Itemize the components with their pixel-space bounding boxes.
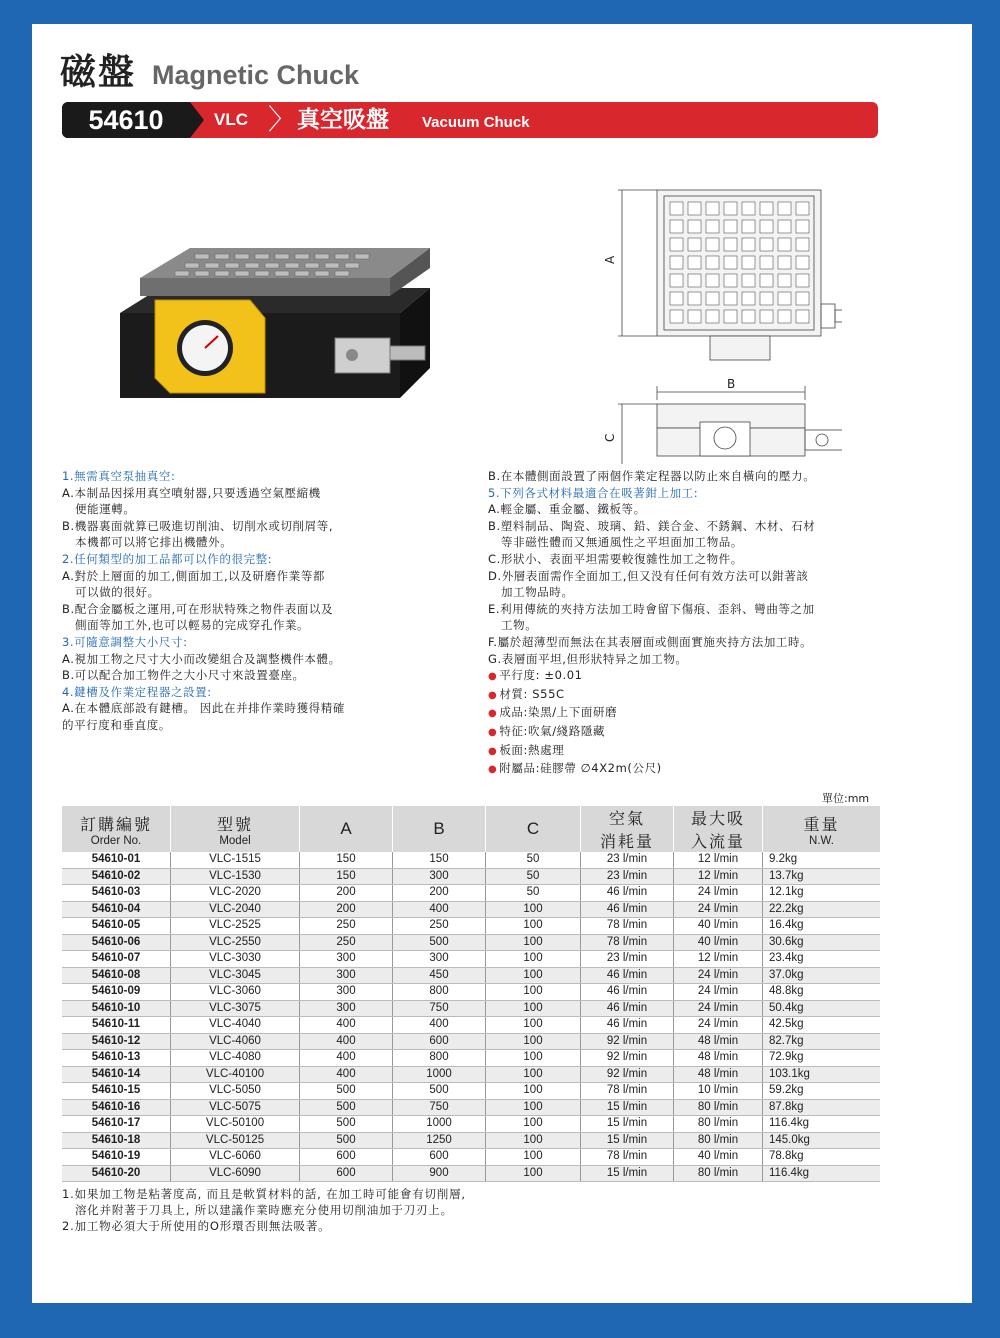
cell-max-flow: 24 l/min xyxy=(674,885,763,902)
cell-dim-b: 500 xyxy=(393,1083,486,1100)
text-line: B.塑料制品、陶瓷、玻璃、鉛、鎂合金、不銹鋼、木材、石材 xyxy=(488,518,816,533)
cell-dim-a: 200 xyxy=(300,901,393,918)
cell-air-consumption: 78 l/min xyxy=(581,918,674,935)
cell-dim-c: 100 xyxy=(486,1149,581,1166)
cell-model: VLC-50125 xyxy=(171,1132,300,1149)
cell-dim-a: 300 xyxy=(300,1000,393,1017)
text-line: 便能運轉。 xyxy=(75,502,136,517)
cell-weight: 116.4kg xyxy=(763,1165,881,1182)
cell-weight: 13.7kg xyxy=(763,868,881,885)
cell-max-flow: 80 l/min xyxy=(674,1132,763,1149)
cell-weight: 82.7kg xyxy=(763,1033,881,1050)
cell-dim-c: 100 xyxy=(486,1132,581,1149)
cell-dim-b: 300 xyxy=(393,951,486,968)
cell-model: VLC-40100 xyxy=(171,1066,300,1083)
table-row xyxy=(62,1116,880,1133)
product-code: 54610 xyxy=(62,102,190,138)
cell-dim-b: 900 xyxy=(393,1165,486,1182)
text-line: 加工物品時。 xyxy=(501,585,574,600)
cell-weight: 12.1kg xyxy=(763,885,881,902)
cell-air-consumption: 15 l/min xyxy=(581,1132,674,1149)
cell-dim-b: 200 xyxy=(393,885,486,902)
cell-dim-c: 100 xyxy=(486,967,581,984)
cell-dim-a: 500 xyxy=(300,1083,393,1100)
header-a: A xyxy=(300,806,393,852)
cell-dim-a: 400 xyxy=(300,1033,393,1050)
table-row xyxy=(62,934,880,951)
text-line: E.利用傳統的夾持方法加工時會留下傷痕、歪斜、彎曲等之加 xyxy=(488,601,815,616)
cell-model: VLC-4060 xyxy=(171,1033,300,1050)
table-row xyxy=(62,984,880,1001)
cell-order-no: 54610-04 xyxy=(62,901,171,918)
cell-order-no: 54610-20 xyxy=(62,1165,171,1182)
cell-dim-a: 400 xyxy=(300,1050,393,1067)
cell-weight: 22.2kg xyxy=(763,901,881,918)
cell-air-consumption: 46 l/min xyxy=(581,885,674,902)
cell-weight: 103.1kg xyxy=(763,1066,881,1083)
series-label: VLC xyxy=(214,110,248,129)
section-heading: 1.無需真空泵抽真空: xyxy=(62,469,176,483)
header-order-no: 訂購編號 Order No. xyxy=(62,806,171,852)
cell-max-flow: 24 l/min xyxy=(674,901,763,918)
cell-order-no: 54610-13 xyxy=(62,1050,171,1067)
cell-dim-a: 600 xyxy=(300,1165,393,1182)
cell-dim-a: 200 xyxy=(300,885,393,902)
cell-air-consumption: 46 l/min xyxy=(581,1017,674,1034)
table-row xyxy=(62,1149,880,1166)
cell-order-no: 54610-15 xyxy=(62,1083,171,1100)
cell-air-consumption: 15 l/min xyxy=(581,1165,674,1182)
cell-max-flow: 24 l/min xyxy=(674,1000,763,1017)
cell-dim-a: 150 xyxy=(300,852,393,868)
cell-max-flow: 12 l/min xyxy=(674,868,763,885)
cell-dim-c: 100 xyxy=(486,1116,581,1133)
cell-model: VLC-6060 xyxy=(171,1149,300,1166)
cell-model: VLC-4040 xyxy=(171,1017,300,1034)
cell-dim-a: 150 xyxy=(300,868,393,885)
dimension-label-b: B xyxy=(727,377,736,391)
table-row xyxy=(62,1099,880,1116)
text-line: 本機都可以將它排出機體外。 xyxy=(75,535,233,550)
cell-model: VLC-3045 xyxy=(171,967,300,984)
cell-max-flow: 80 l/min xyxy=(674,1165,763,1182)
table-row xyxy=(62,1132,880,1149)
cell-order-no: 54610-06 xyxy=(62,934,171,951)
cell-dim-c: 100 xyxy=(486,934,581,951)
cell-order-no: 54610-02 xyxy=(62,868,171,885)
text-line: 溶化并附著于刀具上, 所以建議作業時應充分使用切削油加于刀刃上。 xyxy=(75,1203,453,1217)
cell-dim-a: 500 xyxy=(300,1132,393,1149)
text-line: B.在本體側面設置了兩個作業定程器以防止來自橫向的壓力。 xyxy=(488,469,816,483)
cell-dim-b: 1000 xyxy=(393,1066,486,1083)
cell-model: VLC-3030 xyxy=(171,951,300,968)
dimension-label-c: C xyxy=(603,433,617,442)
cell-dim-b: 150 xyxy=(393,852,486,868)
cell-dim-b: 400 xyxy=(393,1017,486,1034)
cell-dim-b: 1000 xyxy=(393,1116,486,1133)
cell-dim-a: 500 xyxy=(300,1099,393,1116)
cell-dim-a: 300 xyxy=(300,951,393,968)
cell-max-flow: 12 l/min xyxy=(674,951,763,968)
cell-model: VLC-3060 xyxy=(171,984,300,1001)
cell-dim-c: 100 xyxy=(486,901,581,918)
table-row xyxy=(62,1050,880,1067)
spec-bullet: ● 材質: S55C xyxy=(488,686,888,705)
header-max-flow: 最大吸 入流量 xyxy=(674,806,763,852)
section-heading: 4.鍵槽及作業定程器之設置: xyxy=(62,684,212,699)
cell-max-flow: 40 l/min xyxy=(674,934,763,951)
cell-model: VLC-1530 xyxy=(171,868,300,885)
cell-order-no: 54610-17 xyxy=(62,1116,171,1133)
features-left-column xyxy=(62,468,442,734)
cell-order-no: 54610-01 xyxy=(62,852,171,868)
title-english: Magnetic Chuck xyxy=(152,60,360,90)
chevron-right-icon: 〉 xyxy=(268,103,297,136)
cell-dim-b: 750 xyxy=(393,1099,486,1116)
footnotes xyxy=(62,1186,466,1234)
cell-weight: 72.9kg xyxy=(763,1050,881,1067)
cell-order-no: 54610-11 xyxy=(62,1017,171,1034)
cell-dim-b: 800 xyxy=(393,984,486,1001)
cell-order-no: 54610-19 xyxy=(62,1149,171,1166)
table-row xyxy=(62,1017,880,1034)
cell-dim-c: 100 xyxy=(486,951,581,968)
table-row xyxy=(62,967,880,984)
cell-air-consumption: 23 l/min xyxy=(581,951,674,968)
table-row xyxy=(62,1066,880,1083)
cell-weight: 78.8kg xyxy=(763,1149,881,1166)
product-photo xyxy=(100,218,430,414)
cell-order-no: 54610-14 xyxy=(62,1066,171,1083)
cell-weight: 9.2kg xyxy=(763,852,881,868)
cell-max-flow: 10 l/min xyxy=(674,1083,763,1100)
cell-max-flow: 48 l/min xyxy=(674,1050,763,1067)
cell-weight: 48.8kg xyxy=(763,984,881,1001)
features-right-column xyxy=(488,468,888,779)
cell-air-consumption: 92 l/min xyxy=(581,1050,674,1067)
text-line: 可以做的很好。 xyxy=(75,585,160,600)
cell-air-consumption: 46 l/min xyxy=(581,1000,674,1017)
specification-table xyxy=(62,806,880,1182)
cell-weight: 59.2kg xyxy=(763,1083,881,1100)
cell-model: VLC-6090 xyxy=(171,1165,300,1182)
cell-air-consumption: 15 l/min xyxy=(581,1099,674,1116)
cell-dim-c: 100 xyxy=(486,918,581,935)
cell-model: VLC-1515 xyxy=(171,852,300,868)
cell-order-no: 54610-10 xyxy=(62,1000,171,1017)
dimension-drawing xyxy=(572,164,842,464)
text-line: 側面等加工外,也可以輕易的完成穿孔作業。 xyxy=(75,618,310,633)
cell-max-flow: 12 l/min xyxy=(674,852,763,868)
cell-max-flow: 40 l/min xyxy=(674,918,763,935)
text-line: F.屬於超薄型而無法在其表層面或側面實施夾持方法加工時。 xyxy=(488,634,813,649)
cell-dim-b: 500 xyxy=(393,934,486,951)
cell-model: VLC-2040 xyxy=(171,901,300,918)
cell-dim-a: 250 xyxy=(300,918,393,935)
cell-air-consumption: 46 l/min xyxy=(581,984,674,1001)
cell-weight: 116.4kg xyxy=(763,1116,881,1133)
cell-weight: 37.0kg xyxy=(763,967,881,984)
product-name-english: Vacuum Chuck xyxy=(422,114,530,131)
cell-dim-c: 100 xyxy=(486,1050,581,1067)
spec-bullet: ● 平行度: ±0.01 xyxy=(488,667,888,686)
code-arrow xyxy=(190,102,204,138)
text-line: A.在本體底部設有鍵槽。 因此在并排作業時獲得精確 xyxy=(62,701,345,716)
cell-weight: 23.4kg xyxy=(763,951,881,968)
cell-max-flow: 80 l/min xyxy=(674,1099,763,1116)
text-line: 1.如果加工物是粘著度高, 而且是軟質材料的話, 在加工時可能會有切削層, xyxy=(62,1187,466,1201)
spec-bullet: ● 成品:染黑/上下面研磨 xyxy=(488,704,888,723)
cell-dim-c: 100 xyxy=(486,1066,581,1083)
cell-air-consumption: 78 l/min xyxy=(581,934,674,951)
cell-dim-b: 300 xyxy=(393,868,486,885)
cell-air-consumption: 78 l/min xyxy=(581,1083,674,1100)
text-line: 2.加工物必須大于所使用的O形環否則無法吸著。 xyxy=(62,1219,331,1233)
cell-model: VLC-2020 xyxy=(171,885,300,902)
cell-model: VLC-5075 xyxy=(171,1099,300,1116)
cell-model: VLC-2525 xyxy=(171,918,300,935)
text-line: D.外層表面需作全面加工,但又没有任何有效方法可以鉗著該 xyxy=(488,568,809,583)
cell-dim-a: 400 xyxy=(300,1066,393,1083)
table-row xyxy=(62,868,880,885)
cell-dim-b: 250 xyxy=(393,918,486,935)
text-line: A.輕金屬、重金屬、鐵板等。 xyxy=(488,502,646,517)
cell-model: VLC-50100 xyxy=(171,1116,300,1133)
cell-dim-b: 750 xyxy=(393,1000,486,1017)
text-line: B.可以配合加工物件之大小尺寸來設置臺座。 xyxy=(62,668,305,683)
cell-order-no: 54610-09 xyxy=(62,984,171,1001)
cell-air-consumption: 92 l/min xyxy=(581,1066,674,1083)
table-row xyxy=(62,951,880,968)
cell-order-no: 54610-03 xyxy=(62,885,171,902)
cell-dim-c: 100 xyxy=(486,1165,581,1182)
header-air-consumption: 空氣 消耗量 xyxy=(581,806,674,852)
cell-air-consumption: 23 l/min xyxy=(581,868,674,885)
cell-dim-b: 400 xyxy=(393,901,486,918)
title-chinese: 磁盤 xyxy=(60,52,137,93)
cell-dim-c: 100 xyxy=(486,1033,581,1050)
cell-air-consumption: 15 l/min xyxy=(581,1116,674,1133)
cell-model: VLC-3075 xyxy=(171,1000,300,1017)
header-b: B xyxy=(393,806,486,852)
cell-weight: 16.4kg xyxy=(763,918,881,935)
cell-max-flow: 24 l/min xyxy=(674,1017,763,1034)
cell-max-flow: 24 l/min xyxy=(674,984,763,1001)
text-line: 工物。 xyxy=(501,618,538,633)
section-heading: 3.可隨意調整大小尺寸: xyxy=(62,634,188,649)
cell-air-consumption: 78 l/min xyxy=(581,1149,674,1166)
table-row xyxy=(62,1000,880,1017)
table-header-row xyxy=(62,806,880,852)
cell-model: VLC-2550 xyxy=(171,934,300,951)
cell-model: VLC-5050 xyxy=(171,1083,300,1100)
text-line: 等非磁性體而又無通風性之平坦面加工物品。 xyxy=(501,535,743,550)
cell-weight: 30.6kg xyxy=(763,934,881,951)
text-line: A.本制品因採用真空噴射器,只要透過空氣壓縮機 xyxy=(62,485,321,500)
cell-air-consumption: 46 l/min xyxy=(581,967,674,984)
cell-weight: 145.0kg xyxy=(763,1132,881,1149)
cell-dim-b: 450 xyxy=(393,967,486,984)
section-heading: 2.任何類型的加工品都可以作的很完整: xyxy=(62,551,273,566)
cell-order-no: 54610-05 xyxy=(62,918,171,935)
header-c: C xyxy=(486,806,581,852)
cell-model: VLC-4080 xyxy=(171,1050,300,1067)
cell-dim-a: 600 xyxy=(300,1149,393,1166)
text-line: C.形狀小、表面平坦需要較復雜性加工之物件。 xyxy=(488,551,743,566)
cell-dim-c: 50 xyxy=(486,852,581,868)
cell-dim-c: 100 xyxy=(486,1000,581,1017)
unit-label: 單位:mm xyxy=(822,792,870,805)
cell-dim-b: 600 xyxy=(393,1149,486,1166)
cell-dim-c: 100 xyxy=(486,1099,581,1116)
cell-order-no: 54610-08 xyxy=(62,967,171,984)
cell-order-no: 54610-16 xyxy=(62,1099,171,1116)
cell-air-consumption: 46 l/min xyxy=(581,901,674,918)
cell-weight: 42.5kg xyxy=(763,1017,881,1034)
spec-bullet: ● 板面:熱處理 xyxy=(488,742,888,761)
cell-max-flow: 48 l/min xyxy=(674,1033,763,1050)
cell-max-flow: 80 l/min xyxy=(674,1116,763,1133)
text-line: 的平行度和垂直度。 xyxy=(62,717,171,732)
cell-max-flow: 24 l/min xyxy=(674,967,763,984)
cell-dim-c: 100 xyxy=(486,1017,581,1034)
text-line: A.對於上層面的加工,側面加工,以及研磨作業等都 xyxy=(62,568,326,583)
table-row xyxy=(62,918,880,935)
product-name-chinese: 真空吸盤 xyxy=(297,107,389,133)
cell-dim-b: 1250 xyxy=(393,1132,486,1149)
spec-bullet: ● 附屬品:硅膠帶 ∅4X2m(公尺) xyxy=(488,760,888,779)
cell-max-flow: 48 l/min xyxy=(674,1066,763,1083)
cell-dim-b: 800 xyxy=(393,1050,486,1067)
cell-dim-c: 100 xyxy=(486,1083,581,1100)
text-line: B.配合金屬板之運用,可在形狀特殊之物件表面以及 xyxy=(62,601,334,616)
cell-dim-c: 100 xyxy=(486,984,581,1001)
cell-dim-b: 600 xyxy=(393,1033,486,1050)
section-heading: 5.下列各式材料最適合在吸著鉗上加工: xyxy=(488,485,699,500)
cell-dim-a: 300 xyxy=(300,967,393,984)
cell-dim-a: 300 xyxy=(300,984,393,1001)
dimension-label-a: A xyxy=(603,255,617,264)
table-row xyxy=(62,901,880,918)
cell-order-no: 54610-18 xyxy=(62,1132,171,1149)
spec-bullet: ● 特征:吹氣/綫路隱藏 xyxy=(488,723,888,742)
cell-max-flow: 40 l/min xyxy=(674,1149,763,1166)
cell-order-no: 54610-07 xyxy=(62,951,171,968)
product-banner xyxy=(62,102,878,138)
text-line: B.機器裏面就算已吸進切削油、切削水或切削屑等, xyxy=(62,518,334,533)
page-title xyxy=(60,44,359,94)
cell-dim-c: 50 xyxy=(486,885,581,902)
cell-order-no: 54610-12 xyxy=(62,1033,171,1050)
text-line: G.表層面平坦,但形狀特异之加工物。 xyxy=(488,651,688,666)
table-row xyxy=(62,1033,880,1050)
cell-dim-a: 500 xyxy=(300,1116,393,1133)
header-weight: 重量 N.W. xyxy=(763,806,881,852)
cell-dim-c: 50 xyxy=(486,868,581,885)
cell-dim-a: 400 xyxy=(300,1017,393,1034)
table-row xyxy=(62,885,880,902)
header-model: 型號 Model xyxy=(171,806,300,852)
table-row xyxy=(62,852,880,868)
cell-weight: 50.4kg xyxy=(763,1000,881,1017)
table-row xyxy=(62,1083,880,1100)
cell-air-consumption: 23 l/min xyxy=(581,852,674,868)
text-line: A.視加工物之尺寸大小而改變組合及調整機件本體。 xyxy=(62,651,341,666)
cell-dim-a: 250 xyxy=(300,934,393,951)
table-row xyxy=(62,1165,880,1182)
cell-air-consumption: 92 l/min xyxy=(581,1033,674,1050)
cell-weight: 87.8kg xyxy=(763,1099,881,1116)
